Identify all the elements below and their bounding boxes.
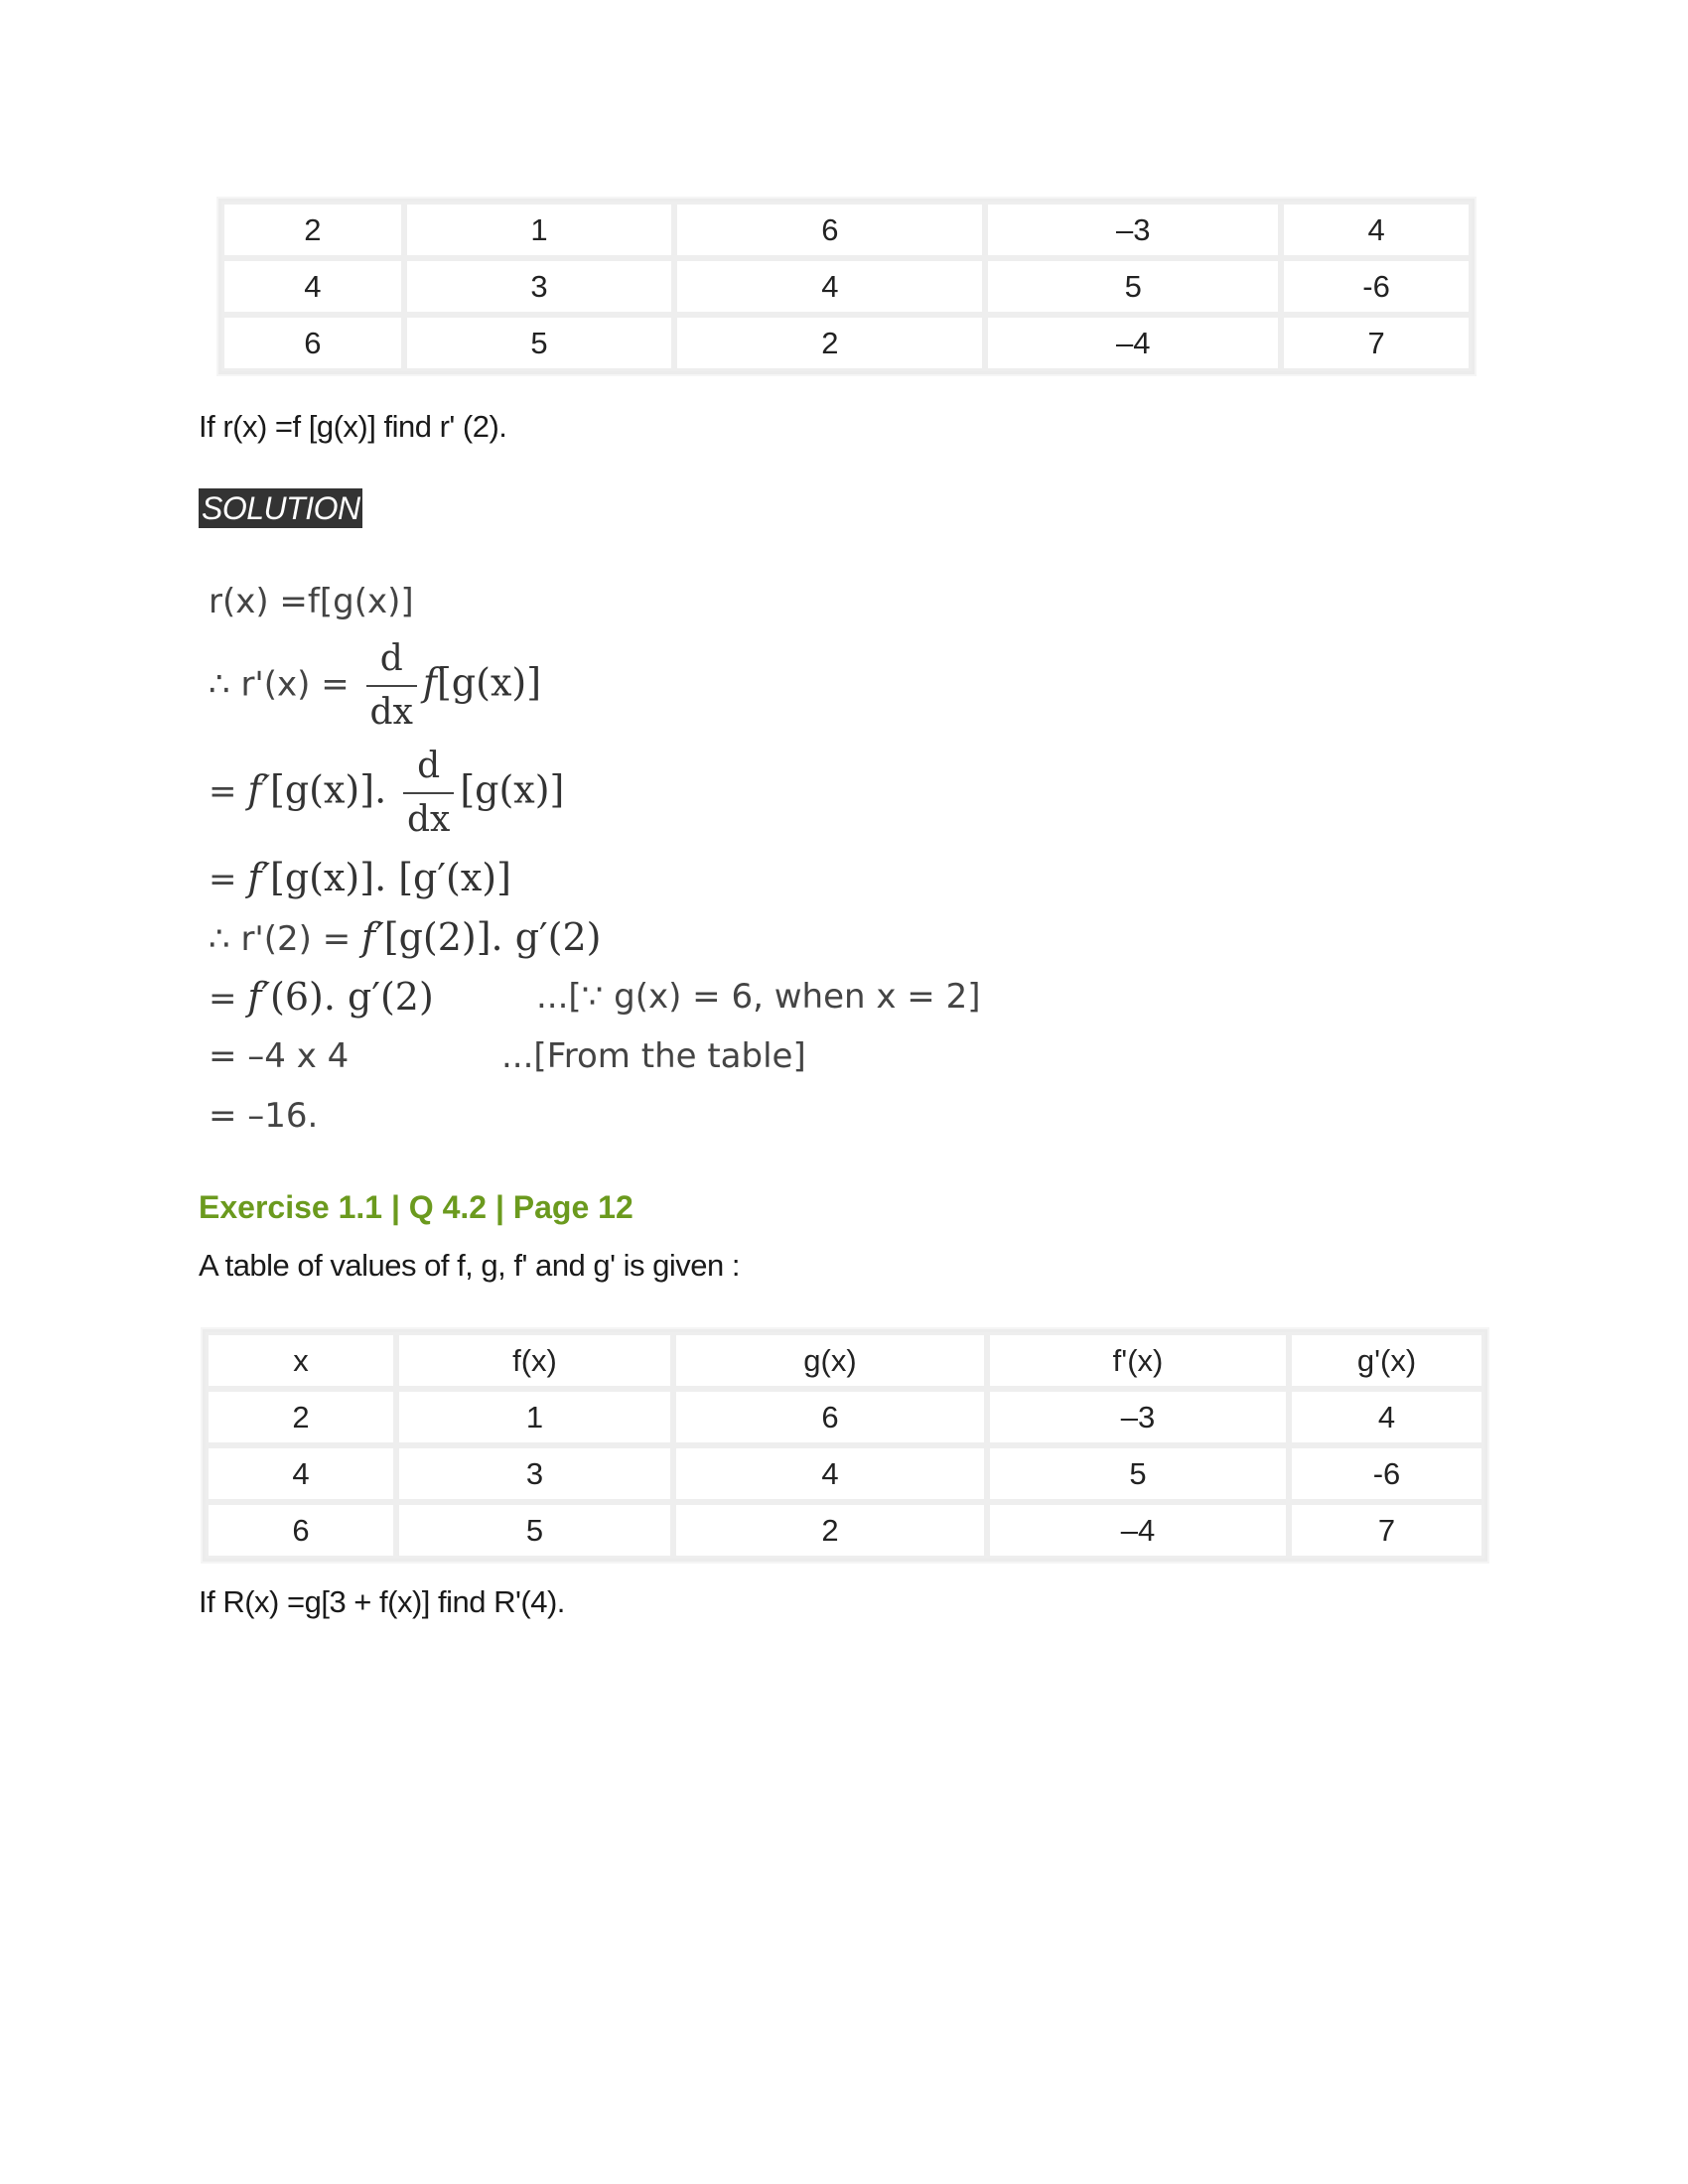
table-cell: 2 [674,315,985,371]
table-cell: 3 [396,1445,673,1502]
table-cell: 4 [1289,1389,1484,1445]
table-cell: 5 [987,1445,1289,1502]
table-cell: 6 [674,202,985,258]
math-expression: (6). g′(2) [270,975,434,1019]
table-cell: 6 [221,315,404,371]
derivative-fraction [403,743,454,844]
table-row [221,315,1472,371]
fraction-numerator: d [403,743,454,794]
column-header: g(x) [673,1332,987,1389]
table-row [206,1502,1484,1559]
solution-line-3 [209,743,564,844]
solution-line-2 [209,635,541,737]
table-cell: 4 [1281,202,1472,258]
fraction-denominator: dx [369,692,413,733]
table-cell: 1 [404,202,675,258]
math-expression: [g(x)]. [g′(x)] [270,856,511,899]
math-function: f [422,660,437,705]
table-cell: -6 [1281,258,1472,315]
math-function: f′ [247,975,271,1019]
table-cell: 5 [404,315,675,371]
values-table-continued [218,199,1475,374]
table-cell: -6 [1289,1445,1484,1502]
table-cell: –4 [985,315,1281,371]
table-cell: –4 [987,1502,1289,1559]
solution-line-7: = –4 x 4 [209,1036,350,1076]
exercise-heading: Exercise 1.1 | Q 4.2 | Page 12 [199,1189,633,1225]
column-header: f'(x) [987,1332,1289,1389]
math-text: = [209,860,237,899]
math-expression: [g(2)]. g′(2) [383,915,602,959]
solution-line-4 [209,856,511,899]
table-cell: 5 [396,1502,673,1559]
solution-line-6 [209,975,434,1019]
solution-line-1: r(x) =f[g(x)] [209,582,414,621]
math-text: ∴ r'(2) = [209,919,352,959]
solution-label: SOLUTION [199,488,362,528]
table-row [221,202,1472,258]
table-cell: 6 [206,1502,396,1559]
fraction-denominator: dx [406,799,451,840]
table-cell: 2 [673,1502,987,1559]
math-expression: [g(x)]. [270,767,387,812]
table-cell: 5 [985,258,1281,315]
solution-line-8: = –16. [209,1096,319,1136]
values-table [203,1329,1487,1562]
table-row [206,1389,1484,1445]
table-cell: –3 [985,202,1281,258]
table-cell: 2 [221,202,404,258]
question-text: If R(x) =g[3 + f(x)] find R'(4). [199,1584,565,1619]
math-expression: [g(x)] [460,767,565,812]
math-text: = [209,979,237,1019]
table-cell: 7 [1289,1502,1484,1559]
column-header: f(x) [396,1332,673,1389]
solution-note: ...[From the table] [501,1036,806,1076]
table-header-row [206,1332,1484,1389]
math-function: f′ [361,915,384,959]
solution-note: ...[∵ g(x) = 6, when x = 2] [536,977,981,1017]
table-cell: 4 [674,258,985,315]
solution-line-5 [209,915,602,959]
table-cell: 3 [404,258,675,315]
column-header: g'(x) [1289,1332,1484,1389]
table-cell: 2 [206,1389,396,1445]
math-function: f′ [247,767,271,812]
column-header: x [206,1332,396,1389]
question-text: If r(x) =f [g(x)] find r' (2). [199,409,507,444]
math-function: f′ [247,856,271,899]
math-text: = [209,771,237,812]
math-expression: [g(x)] [436,660,542,705]
derivative-fraction [366,635,417,737]
question-intro: A table of values of f, g, f' and g' is given : [199,1248,740,1283]
fraction-numerator: d [366,635,417,687]
table-cell: 1 [396,1389,673,1445]
table-row [221,258,1472,315]
table-cell: 4 [206,1445,396,1502]
table-cell: 7 [1281,315,1472,371]
table-cell: 4 [673,1445,987,1502]
table-cell: –3 [987,1389,1289,1445]
table-row [206,1445,1484,1502]
table-cell: 6 [673,1389,987,1445]
table-cell: 4 [221,258,404,315]
math-text: ∴ r'(x) = [209,664,350,705]
